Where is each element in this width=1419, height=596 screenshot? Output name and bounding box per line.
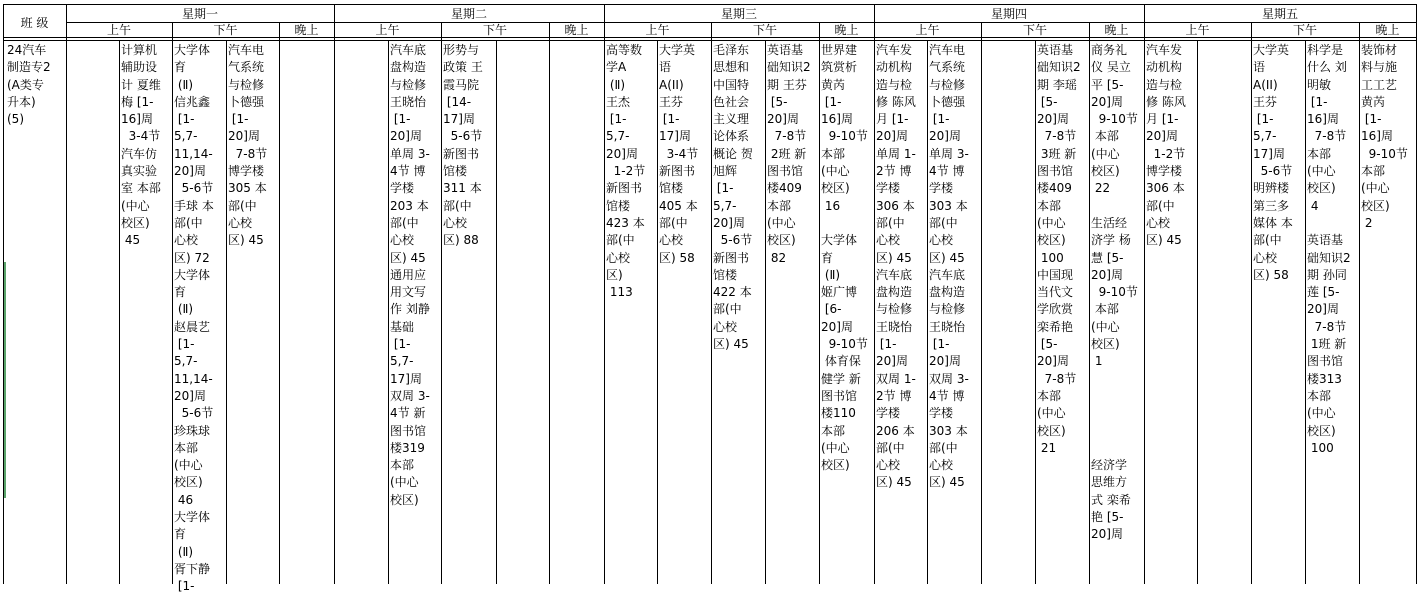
course-cell-fri-afternoon-2: 科学是 什么 刘 明敏 [1- 16]周 7-8节 本部 (中心 校区) 4 英语基 础知识2 期 孙同 莲 [5- 20]周 7-8节 1班 新 图书馆 楼313 本部 (中心 校区) 100 — [1307, 43, 1351, 455]
course-cell-thu-morning-2: 汽车电 气系统 与检修 卜德强 [1- 20]周 单周 3- 4节 博 学楼 303 本 部(中 心校 区) 45 汽车底 盘构造 与检修 王晓怡 [1- 20]周 双周 3- 4节 博 学楼 303 本 部(中 心校 区) 45 — [929, 43, 969, 490]
period-header-afternoon: 下午 — [482, 23, 507, 37]
period-header-morning: 上午 — [645, 23, 670, 37]
period-header-morning: 上午 — [915, 23, 940, 37]
course-cell-wed-afternoon-1: 毛泽东 思想和 中国特 色社会 主义理 论体系 概论 贺 旭辉 [1- 5,7- 20]周 5-6节 新图书 馆楼 422 本 部(中 心校 区) 45 — [713, 43, 753, 352]
course-cell-wed-evening: 世界建 筑赏析 黄芮 [1- 16]周 9-10节 本部 (中心 校区) 16 大学体 育 (Ⅱ) 姬广博 [6- 20]周 9-10节 体育保 健学 新 图书馆 楼110 本部 (中心 校区) — [821, 43, 868, 473]
day-header-wednesday: 星期三 — [720, 7, 757, 21]
day-header-tuesday: 星期二 — [450, 7, 487, 21]
course-cell-mon-afternoon-1: 大学体 育 (Ⅱ) 信兆鑫 [1- 5,7- 11,14- 20]周 5-6节 手球 本 部(中 心校 区) 72 大学体 育 (Ⅱ) 赵晨艺 [1- 5,7- 11,14- 20]周 5-6节 珍珠球 本部 (中心 校区) 46 大学体 育 (Ⅱ) 胥下静 [1- — [174, 43, 214, 594]
period-header-morning: 上午 — [1185, 23, 1210, 37]
course-cell-thu-afternoon: 英语基 础知识2 期 李瑶 [5- 20]周 7-8节 3班 新 图书馆 楼409 本部 (中心 校区) 100 中国现 当代文 学欣赏 栾希艳 [5- 20]周 7-8节 本部 (中心 校区) 21 — [1037, 43, 1081, 455]
day-header-thursday: 星期四 — [990, 7, 1027, 21]
course-cell-fri-afternoon-1: 大学英 语 A(II) 王芬 [1- 5,7- 17]周 5-6节 明辨楼 第三多 媒体 本 部(中 心校 区) 58 — [1253, 43, 1293, 282]
period-header-evening: 晚上 — [1375, 23, 1400, 37]
period-header-evening: 晚上 — [294, 23, 319, 37]
course-cell-fri-evening: 装饰材 料与施 工工艺 黄芮 [1- 16]周 9-10节 本部 (中心 校区) 2 — [1361, 43, 1408, 230]
course-cell-mon-morning: 计算机 辅助设 计 夏维 梅 [1- 16]周 3-4节 汽车仿 真实验 室 本部 (中心 校区) 45 — [121, 43, 161, 248]
period-header-evening: 晚上 — [1104, 23, 1129, 37]
day-header-friday: 星期五 — [1261, 7, 1298, 21]
row-marker — [4, 262, 6, 498]
period-header-evening: 晚上 — [834, 23, 859, 37]
class-header: 班 级 — [20, 16, 49, 30]
period-header-morning: 上午 — [375, 23, 400, 37]
period-header-afternoon: 下午 — [752, 23, 777, 37]
period-header-morning: 上午 — [106, 23, 131, 37]
day-header-monday: 星期一 — [181, 7, 218, 21]
period-header-afternoon: 下午 — [1022, 23, 1047, 37]
course-cell-wed-afternoon-2: 英语基 础知识2 期 王芬 [5- 20]周 7-8节 2班 新 图书馆 楼409 本部 (中心 校区) 82 — [767, 43, 811, 265]
course-cell-wed-morning-1: 高等数 学A (Ⅱ) 王杰 [1- 5,7- 20]周 1-2节 新图书 馆楼 423 本 部(中 心校 区) 113 — [606, 43, 646, 300]
period-header-evening: 晚上 — [564, 23, 589, 37]
period-header-afternoon: 下午 — [213, 23, 238, 37]
course-cell-thu-morning-1: 汽车发 动机构 造与检 修 陈风 月 [1- 20]周 单周 1- 2节 博 学楼 306 本 部(中 心校 区) 45 汽车底 盘构造 与检修 王晓怡 [1- 20]周 双周 1- 2节 博 学楼 206 本 部(中 心校 区) 45 — [876, 43, 916, 490]
course-cell-wed-morning-2: 大学英 语 A(II) 王芬 [1- 17]周 3-4节 新图书 馆楼 405 本 部(中 心校 区) 58 — [659, 43, 699, 265]
course-cell-tue-morning: 汽车底 盘构造 与检修 王晓怡 [1- 20]周 单周 3- 4节 博 学楼 203 本 部(中 心校 区) 45 通用应 用文写 作 刘静 基础 [1- 5,7- 17]周 双周 3- 4节 新 图书馆 楼319 本部 (中心 校区) — [390, 43, 430, 507]
period-header-afternoon: 下午 — [1292, 23, 1317, 37]
course-cell-fri-morning: 汽车发 动机构 造与检 修 陈风 月 [1- 20]周 1-2节 博学楼 306 本 部(中 心校 区) 45 — [1146, 43, 1186, 248]
course-cell-thu-evening: 商务礼 仪 吴立 平 [5- 20]周 9-10节 本部 (中心 校区) 22 生活经 济学 杨 慧 [5- 20]周 9-10节 本部 (中心 校区) 1 经济学 思维方 式 栾希 艳 [5- 20]周 — [1091, 43, 1138, 542]
course-cell-mon-afternoon-2: 汽车电 气系统 与检修 卜德强 [1- 20]周 7-8节 博学楼 305 本 部(中 心校 区) 45 — [228, 43, 268, 248]
course-cell-tue-afternoon: 形势与 政策 王 霞马院 [14- 17]周 5-6节 新图书 馆楼 311 本 部(中 心校 区) 88 — [443, 43, 483, 248]
class-name-cell: 24汽车 制造专2 (A类专 升本) (5) — [7, 43, 51, 127]
